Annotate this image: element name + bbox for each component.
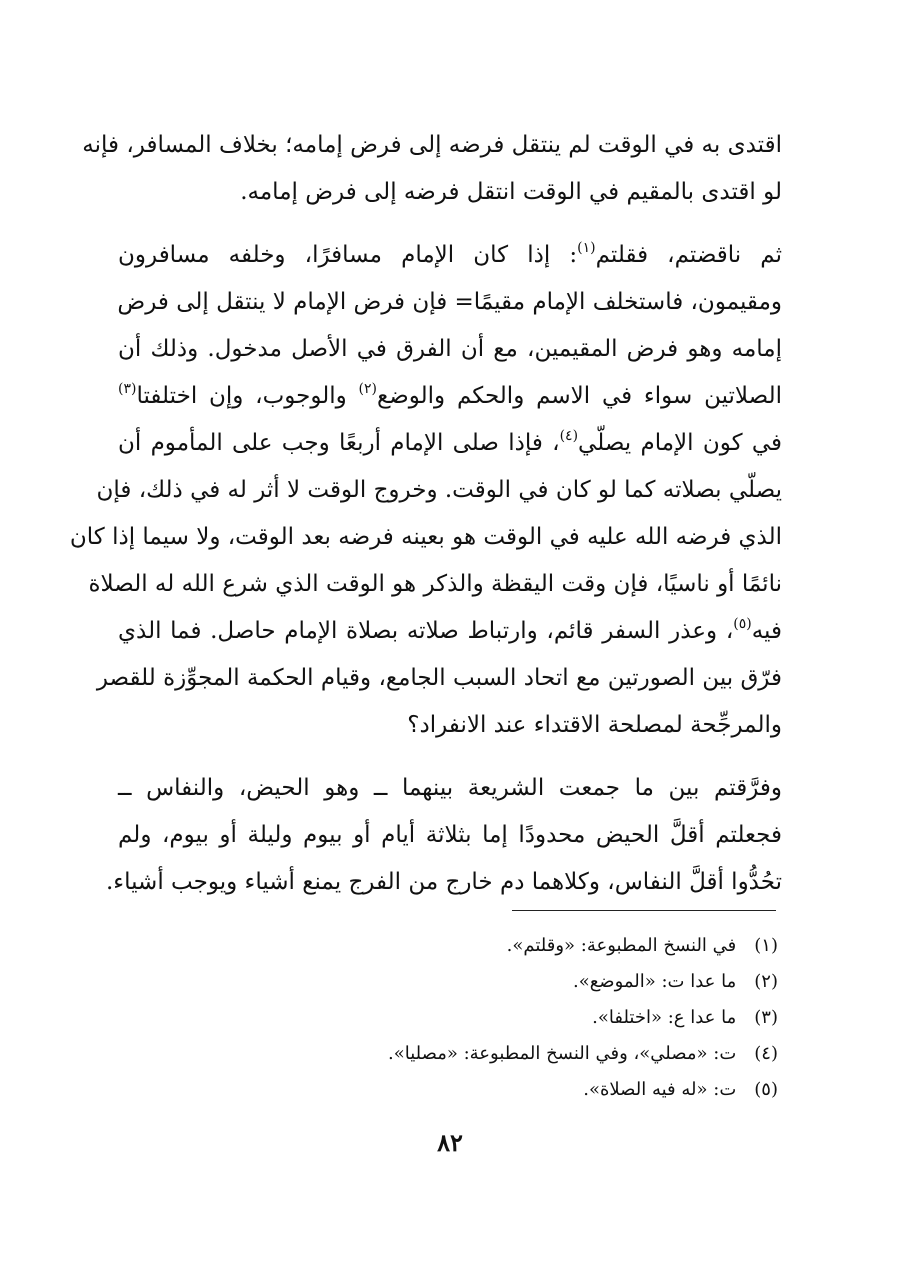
- footnote-text: ت: «له فيه الصلاة».: [583, 1079, 737, 1100]
- text-line: اقتدى به في الوقت لم ينتقل فرضه إلى فرض إمامه؛ بخلاف المسافر، فإنه: [82, 132, 782, 158]
- footnote-2: [218, 964, 778, 1000]
- text-line: لو اقتدى بالمقيم في الوقت انتقل فرضه إلى فرض إمامه.: [240, 179, 782, 205]
- footnote-text: في النسخ المطبوعة: «وقلتم».: [506, 935, 737, 956]
- text-line: الصلاتين سواء في الاسم والحكم والوضع$^{(٢)}$ والوجوب، وإن اختلفتا$^{(٣)}$: [118, 381, 782, 409]
- footnote-number: (٣): [754, 1007, 778, 1028]
- text-line: الذي فرضه الله عليه في الوقت هو بعينه فرضه بعد الوقت، ولا سيما إذا كان: [69, 524, 782, 550]
- paragraph-2: [69, 232, 783, 749]
- footnote-number: (٤): [754, 1043, 778, 1064]
- footnote-3: [218, 1000, 778, 1036]
- text-line: إمامه وهو فرض المقيمين، مع أن الفرق في الأصل مدخول. وذلك أن: [118, 336, 782, 362]
- text-line: في كون الإمام يصلّي$^{(٤)}$، فإذا صلى الإمام أربعًا وجب على المأموم أن: [118, 428, 782, 456]
- text-line: فجعلتم أقلَّ الحيض محدودًا إما بثلاثة أيام أو بيوم وليلة أو بيوم، ولم: [118, 822, 782, 848]
- footnote-4: [218, 1036, 778, 1072]
- footnote-marker: (٣): [118, 381, 137, 397]
- text-line: نائمًا أو ناسيًا، فإن وقت اليقظة والذكر هو الوقت الذي شرع الله له الصلاة: [88, 571, 782, 597]
- page-number: ٨٢: [437, 1128, 463, 1157]
- footnote-number: (٥): [754, 1079, 778, 1100]
- paragraph-3: [105, 765, 782, 906]
- text-line: تحُدُّوا أقلَّ النفاس، وكلاهما دم خارج من الفرج يمنع أشياء ويوجب أشياء.: [105, 869, 782, 895]
- main-text: [69, 122, 783, 922]
- text-line: يصلّي بصلاته كما لو كان في الوقت. وخروج الوقت لا أثر له في ذلك، فإن: [96, 477, 782, 503]
- footnote-text: ما عدا ت: «الموضع».: [572, 971, 737, 992]
- footnote-1: [218, 928, 778, 964]
- text-line: فرّق بين الصورتين مع اتحاد السبب الجامع، وقيام الحكمة المجوِّزة للقصر: [96, 665, 782, 691]
- footnote-marker: (٤): [559, 428, 579, 444]
- footnote-marker: (٢): [358, 381, 377, 397]
- text-line: وفرَّقتم بين ما جمعت الشريعة بينهما ــ وهو الحيض، والنفاس ــ: [118, 775, 782, 801]
- footnotes: [218, 928, 778, 1108]
- text-line: ومقيمون، فاستخلف الإمام مقيمًا= فإن فرض الإمام لا ينتقل إلى فرض: [117, 289, 782, 315]
- text-line: فيه$^{(٥)}$، وعذر السفر قائم، وارتباط صلاته بصلاة الإمام حاصل. فما الذي: [118, 616, 782, 644]
- text-line: والمرجِّحة لمصلحة الاقتداء عند الانفراد؟: [407, 712, 782, 738]
- footnote-text: ما عدا ع: «اختلفا».: [592, 1007, 737, 1028]
- footnote-number: (٢): [754, 971, 778, 992]
- footnote-marker: (٥): [733, 616, 752, 632]
- footnote-marker: (١): [577, 240, 596, 256]
- footnote-number: (١): [754, 935, 778, 956]
- footnote-divider: [512, 910, 776, 911]
- text-line: ثم ناقضتم، فقلتم$^{(١)}$: إذا كان الإمام مسافرًا، وخلفه مسافرون: [118, 240, 783, 268]
- footnote-text: ت: «مصلي»، وفي النسخ المطبوعة: «مصليا».: [387, 1043, 737, 1064]
- footnote-5: [218, 1072, 778, 1108]
- paragraph-1: [82, 122, 782, 216]
